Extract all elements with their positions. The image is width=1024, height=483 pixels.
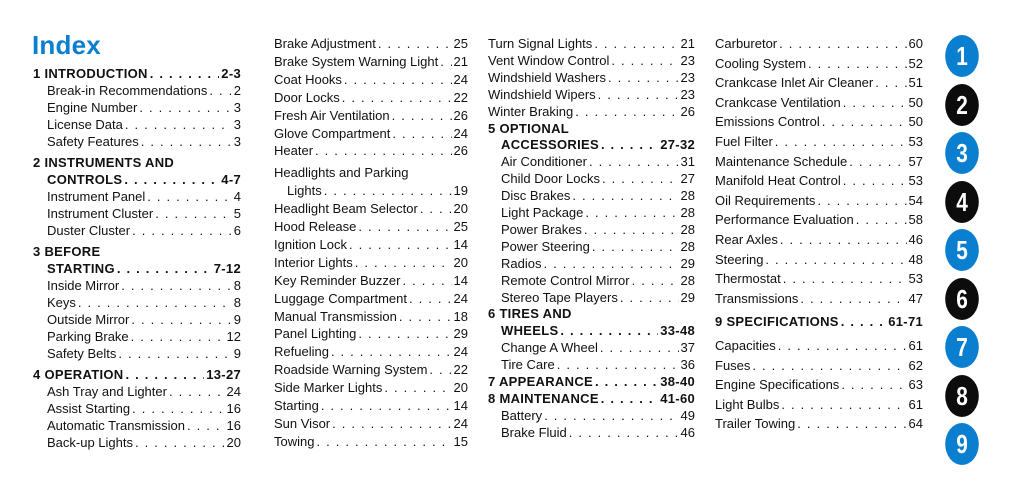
index-entry <box>715 289 923 308</box>
page-number: 22 <box>453 90 468 105</box>
index-entry <box>274 141 468 160</box>
entry-label: ACCESSORIES <box>501 137 599 152</box>
leader-dots <box>841 375 906 394</box>
index-entry <box>715 414 923 433</box>
section-tab-6 <box>945 278 979 320</box>
entry-label: Vent Window Control <box>488 53 610 68</box>
entry-label: Lights <box>287 183 322 198</box>
entry-label: Steering <box>715 252 764 267</box>
entry-label: Light Package <box>501 205 584 220</box>
index-entry <box>274 34 468 53</box>
entry-label: Brake Adjustment <box>274 36 376 51</box>
entry-label: Glove Compartment <box>274 126 391 141</box>
section-tab-number: 6 <box>956 283 968 314</box>
leader-dots <box>429 360 451 379</box>
leader-dots <box>331 342 452 361</box>
leader-dots <box>316 432 451 451</box>
index-entry <box>274 289 468 308</box>
leader-dots <box>779 34 906 53</box>
entry-label: 4 OPERATION <box>33 367 124 382</box>
entry-label: Disc Brakes <box>501 188 571 203</box>
page-number: 8 <box>233 278 241 293</box>
page-number: 54 <box>908 193 923 208</box>
entry-label: Fuses <box>715 358 751 373</box>
leader-dots <box>378 34 452 53</box>
entry-label: Hood Release <box>274 219 357 234</box>
page-number: 26 <box>453 143 468 158</box>
entry-label: Door Locks <box>274 90 340 105</box>
leader-dots <box>849 152 906 171</box>
entry-label: Crankcase Ventilation <box>715 95 841 110</box>
page-number: 4 <box>233 189 241 204</box>
leader-dots <box>841 312 887 331</box>
index-entry <box>274 253 468 272</box>
page-number: 20 <box>453 255 468 270</box>
entry-label: Side Marker Lights <box>274 380 383 395</box>
page-number: 21 <box>680 36 695 51</box>
entry-label: Instrument Cluster <box>47 206 154 221</box>
leader-dots <box>817 191 906 210</box>
index-entry <box>715 191 923 210</box>
leader-dots <box>822 112 907 131</box>
index-entry <box>274 106 468 125</box>
index-entry <box>715 132 923 151</box>
index-entry <box>715 269 923 288</box>
leader-dots <box>800 289 906 308</box>
leader-dots <box>752 356 906 375</box>
entry-label: Cooling System <box>715 56 807 71</box>
leader-dots <box>135 433 225 452</box>
entry-label: Break-in Recommendations <box>47 83 208 98</box>
entry-label: Fresh Air Ventilation <box>274 108 390 123</box>
section-tab-7 <box>945 326 979 368</box>
index-entry <box>715 93 923 112</box>
index-entry <box>715 171 923 190</box>
entry-label: CONTROLS <box>47 172 123 187</box>
entry-label: Air Conditioner <box>501 154 587 169</box>
leader-dots <box>409 289 452 308</box>
page-number: 51 <box>908 75 923 90</box>
leader-dots <box>324 181 452 200</box>
index-entry <box>274 432 468 451</box>
index-entry <box>274 88 468 107</box>
page-number: 19 <box>453 183 468 198</box>
page-number: 53 <box>908 173 923 188</box>
entry-label: Windshield Wipers <box>488 87 596 102</box>
index-entry <box>274 271 468 290</box>
page-number: 50 <box>908 114 923 129</box>
index-entry <box>47 433 241 452</box>
page-number: 37 <box>680 340 695 355</box>
index-entry <box>274 217 468 236</box>
page-number: 24 <box>453 72 468 87</box>
leader-dots <box>355 253 452 272</box>
page-number: 12 <box>226 329 241 344</box>
entry-label: Engine Specifications <box>715 377 840 392</box>
entry-label: Trailer Towing <box>715 416 796 431</box>
entry-label: Panel Lighting <box>274 326 357 341</box>
page-number: 61 <box>908 338 923 353</box>
index-entry <box>274 396 468 415</box>
section-tab-3 <box>945 132 979 174</box>
entry-label: Tire Care <box>501 357 555 372</box>
page-number: 20 <box>453 201 468 216</box>
leader-dots <box>797 414 906 433</box>
entry-label: Automatic Transmission <box>47 418 185 433</box>
leader-dots <box>856 210 907 229</box>
index-entry <box>715 395 923 414</box>
entry-label: 1 INTRODUCTION <box>33 66 148 81</box>
index-entry <box>715 73 923 92</box>
page-number: 6 <box>233 223 241 238</box>
page-number: 3 <box>233 117 241 132</box>
entry-label: Safety Features <box>47 134 139 149</box>
index-entry <box>274 163 468 182</box>
page-number: 21 <box>453 54 468 69</box>
page-number: 20 <box>453 380 468 395</box>
section-tab-number: 7 <box>956 331 968 362</box>
section-tab-number: 1 <box>956 40 968 71</box>
page-number: 62 <box>908 358 923 373</box>
page-number: 28 <box>680 188 695 203</box>
entry-label: Maintenance Schedule <box>715 154 848 169</box>
section-tab-number: 8 <box>956 380 968 411</box>
leader-dots <box>808 54 906 73</box>
entry-label: Coat Hooks <box>274 72 342 87</box>
entry-label: 7 APPEARANCE <box>488 374 593 389</box>
page-number: 41-60 <box>660 391 695 406</box>
entry-label: Keys <box>47 295 76 310</box>
index-entry <box>715 54 923 73</box>
entry-label: Manual Transmission <box>274 309 397 324</box>
page-number: 38-40 <box>660 374 695 389</box>
page-number: 31 <box>680 154 695 169</box>
section-tab-number: 3 <box>956 137 968 168</box>
leader-dots <box>315 141 452 160</box>
page-number: 27 <box>680 171 695 186</box>
page-number: 63 <box>908 377 923 392</box>
entry-label: Inside Mirror <box>47 278 120 293</box>
entry-label: Luggage Compartment <box>274 291 407 306</box>
index-entry <box>715 356 923 375</box>
entry-label: License Data <box>47 117 123 132</box>
page-number: 3 <box>233 100 241 115</box>
entry-label: Engine Number <box>47 100 138 115</box>
entry-label: Headlight Beam Selector <box>274 201 418 216</box>
index-entry <box>47 132 241 151</box>
page-number: 18 <box>453 309 468 324</box>
page-number: 27-32 <box>660 137 695 152</box>
page-number: 28 <box>680 273 695 288</box>
page-number: 28 <box>680 222 695 237</box>
page-number: 24 <box>226 384 241 399</box>
page-number: 50 <box>908 95 923 110</box>
leader-dots <box>420 199 452 218</box>
entry-label: Winter Braking <box>488 104 574 119</box>
index-entry <box>287 181 468 200</box>
entry-label: Capacities <box>715 338 776 353</box>
leader-dots <box>384 378 451 397</box>
page-number: 46 <box>908 232 923 247</box>
page-number: 8 <box>233 295 241 310</box>
section-tab-number: 2 <box>956 89 968 120</box>
page-number: 16 <box>226 401 241 416</box>
index-title: Index <box>32 30 101 60</box>
index-entry <box>274 199 468 218</box>
leader-dots <box>765 250 906 269</box>
entry-label: Ash Tray and Lighter <box>47 384 167 399</box>
leader-dots <box>843 93 907 112</box>
entry-label: Headlights and Parking <box>274 165 409 180</box>
page-number: 2-3 <box>221 66 241 81</box>
page-number: 26 <box>453 108 468 123</box>
leader-dots <box>358 324 451 343</box>
page-number: 2 <box>233 83 241 98</box>
page-number: 24 <box>453 126 468 141</box>
entry-label: 6 TIRES AND <box>488 306 572 321</box>
page-number: 9 <box>233 312 241 327</box>
leader-dots <box>778 336 907 355</box>
index-entry <box>715 152 923 171</box>
page-number: 5 <box>233 206 241 221</box>
section-tab-4 <box>945 181 979 223</box>
entry-label: Key Reminder Buzzer <box>274 273 401 288</box>
page-number: 15 <box>453 434 468 449</box>
leader-dots <box>332 414 451 433</box>
index-entry <box>274 324 468 343</box>
entry-label: Stereo Tape Players <box>501 290 618 305</box>
entry-label: Child Door Locks <box>501 171 600 186</box>
index-entry <box>715 230 923 249</box>
page-number: 3 <box>233 134 241 149</box>
page-number: 7-12 <box>213 261 241 276</box>
entry-label: Starting <box>274 398 319 413</box>
page-number: 64 <box>908 416 923 431</box>
index-entry <box>715 34 923 53</box>
page-number: 22 <box>453 362 468 377</box>
entry-label: Refueling <box>274 344 329 359</box>
page-number: 49 <box>680 408 695 423</box>
entry-label: 2 INSTRUMENTS AND <box>33 155 175 170</box>
entry-label: Outside Mirror <box>47 312 130 327</box>
entry-label: Windshield Washers <box>488 70 607 85</box>
index-entry <box>274 414 468 433</box>
entry-label: Ignition Lock <box>274 237 347 252</box>
entry-label: Transmissions <box>715 291 799 306</box>
page-number: 36 <box>680 357 695 372</box>
page-number: 52 <box>908 56 923 71</box>
entry-label: Roadside Warning System <box>274 362 428 377</box>
index-entry <box>274 52 468 71</box>
entry-label: Interior Lights <box>274 255 353 270</box>
page-number: 28 <box>680 239 695 254</box>
leader-dots <box>349 235 452 254</box>
leader-dots <box>402 271 451 290</box>
page-number: 9 <box>233 346 241 361</box>
entry-label: Oil Requirements <box>715 193 816 208</box>
page-number: 13-27 <box>206 367 241 382</box>
page-number: 14 <box>453 273 468 288</box>
index-entry <box>715 112 923 131</box>
leader-dots <box>358 217 451 236</box>
page-number: 61 <box>908 397 923 412</box>
section-tab-number: 5 <box>956 234 968 265</box>
page-number: 14 <box>453 398 468 413</box>
entry-label: Radios <box>501 256 542 271</box>
page-number: 25 <box>453 36 468 51</box>
entry-label: Light Bulbs <box>715 397 780 412</box>
leader-dots <box>843 171 907 190</box>
entry-label: Manifold Heat Control <box>715 173 841 188</box>
page-number: 20 <box>226 435 241 450</box>
page-number: 29 <box>453 326 468 341</box>
entry-label: Thermostat <box>715 271 781 286</box>
leader-dots <box>321 396 452 415</box>
entry-label: Fuel Filter <box>715 134 773 149</box>
entry-label: Back-up Lights <box>47 435 133 450</box>
index-entry <box>274 70 468 89</box>
leader-dots <box>780 230 907 249</box>
index-entry <box>274 342 468 361</box>
entry-label: 5 OPTIONAL <box>488 121 570 136</box>
index-entry <box>715 250 923 269</box>
page-number: 28 <box>680 205 695 220</box>
section-heading <box>715 312 923 331</box>
page-number: 46 <box>680 425 695 440</box>
index-entry <box>715 375 923 394</box>
leader-dots <box>775 132 907 151</box>
page-number: 53 <box>908 134 923 149</box>
index-entry <box>715 336 923 355</box>
leader-dots <box>875 73 906 92</box>
page-number: 48 <box>908 252 923 267</box>
entry-label: Change A Wheel <box>501 340 598 355</box>
entry-label: Brake System Warning Light <box>274 54 439 69</box>
entry-label: STARTING <box>47 261 115 276</box>
entry-label: Emissions Control <box>715 114 820 129</box>
page-number: 53 <box>908 271 923 286</box>
index-entry <box>715 210 923 229</box>
page-number: 24 <box>453 291 468 306</box>
section-tab-5 <box>945 229 979 271</box>
page-number: 61-71 <box>888 314 923 329</box>
index-entry <box>47 221 241 240</box>
entry-label: 3 BEFORE <box>33 244 101 259</box>
entry-label: Towing <box>274 434 315 449</box>
page-number: 23 <box>680 53 695 68</box>
page-number: 16 <box>226 418 241 433</box>
leader-dots <box>783 269 907 288</box>
entry-label: Brake Fluid <box>501 425 567 440</box>
page-number: 29 <box>680 256 695 271</box>
entry-label: Carburetor <box>715 36 778 51</box>
entry-label: Assist Starting <box>47 401 131 416</box>
page-number: 47 <box>908 291 923 306</box>
entry-label: Sun Visor <box>274 416 331 431</box>
index-entry <box>501 423 695 442</box>
index-entry <box>274 235 468 254</box>
page-number: 58 <box>908 212 923 227</box>
entry-label: 9 SPECIFICATIONS <box>715 314 839 329</box>
page-number: 24 <box>453 416 468 431</box>
page-number: 14 <box>453 237 468 252</box>
leader-dots <box>440 52 451 71</box>
section-tab-1 <box>945 35 979 77</box>
entry-label: Safety Belts <box>47 346 117 361</box>
leader-dots <box>392 106 452 125</box>
leader-dots <box>141 132 232 151</box>
entry-label: Turn Signal Lights <box>488 36 593 51</box>
leader-dots <box>569 423 679 442</box>
page-number: 4-7 <box>221 172 241 187</box>
section-tab-8 <box>945 375 979 417</box>
index-entry <box>274 360 468 379</box>
entry-label: Power Steering <box>501 239 590 254</box>
entry-label: Performance Evaluation <box>715 212 854 227</box>
entry-label: Rear Axles <box>715 232 778 247</box>
leader-dots <box>342 88 452 107</box>
page-number: 57 <box>908 154 923 169</box>
entry-label: Duster Cluster <box>47 223 131 238</box>
entry-label: Instrument Panel <box>47 189 146 204</box>
entry-label: Power Brakes <box>501 222 582 237</box>
entry-label: Crankcase Inlet Air Cleaner <box>715 75 874 90</box>
page-number: 33-48 <box>660 323 695 338</box>
section-tab-9 <box>945 423 979 465</box>
entry-label: Remote Control Mirror <box>501 273 630 288</box>
page-number: 29 <box>680 290 695 305</box>
page-number: 23 <box>680 87 695 102</box>
entry-label: Heater <box>274 143 314 158</box>
leader-dots <box>344 70 452 89</box>
page-number: 23 <box>680 70 695 85</box>
index-entry <box>274 378 468 397</box>
entry-label: Parking Brake <box>47 329 129 344</box>
leader-dots <box>132 221 232 240</box>
index-entry <box>47 344 241 363</box>
section-tab-number: 4 <box>956 186 968 217</box>
leader-dots <box>781 395 906 414</box>
entry-label: WHEELS <box>501 323 559 338</box>
page-number: 25 <box>453 219 468 234</box>
section-tab-2 <box>945 84 979 126</box>
page-number: 26 <box>680 104 695 119</box>
page-number: 60 <box>908 36 923 51</box>
leader-dots <box>118 344 231 363</box>
entry-label: Battery <box>501 408 543 423</box>
entry-label: 8 MAINTENANCE <box>488 391 599 406</box>
section-tab-number: 9 <box>956 428 968 459</box>
page-number: 24 <box>453 344 468 359</box>
